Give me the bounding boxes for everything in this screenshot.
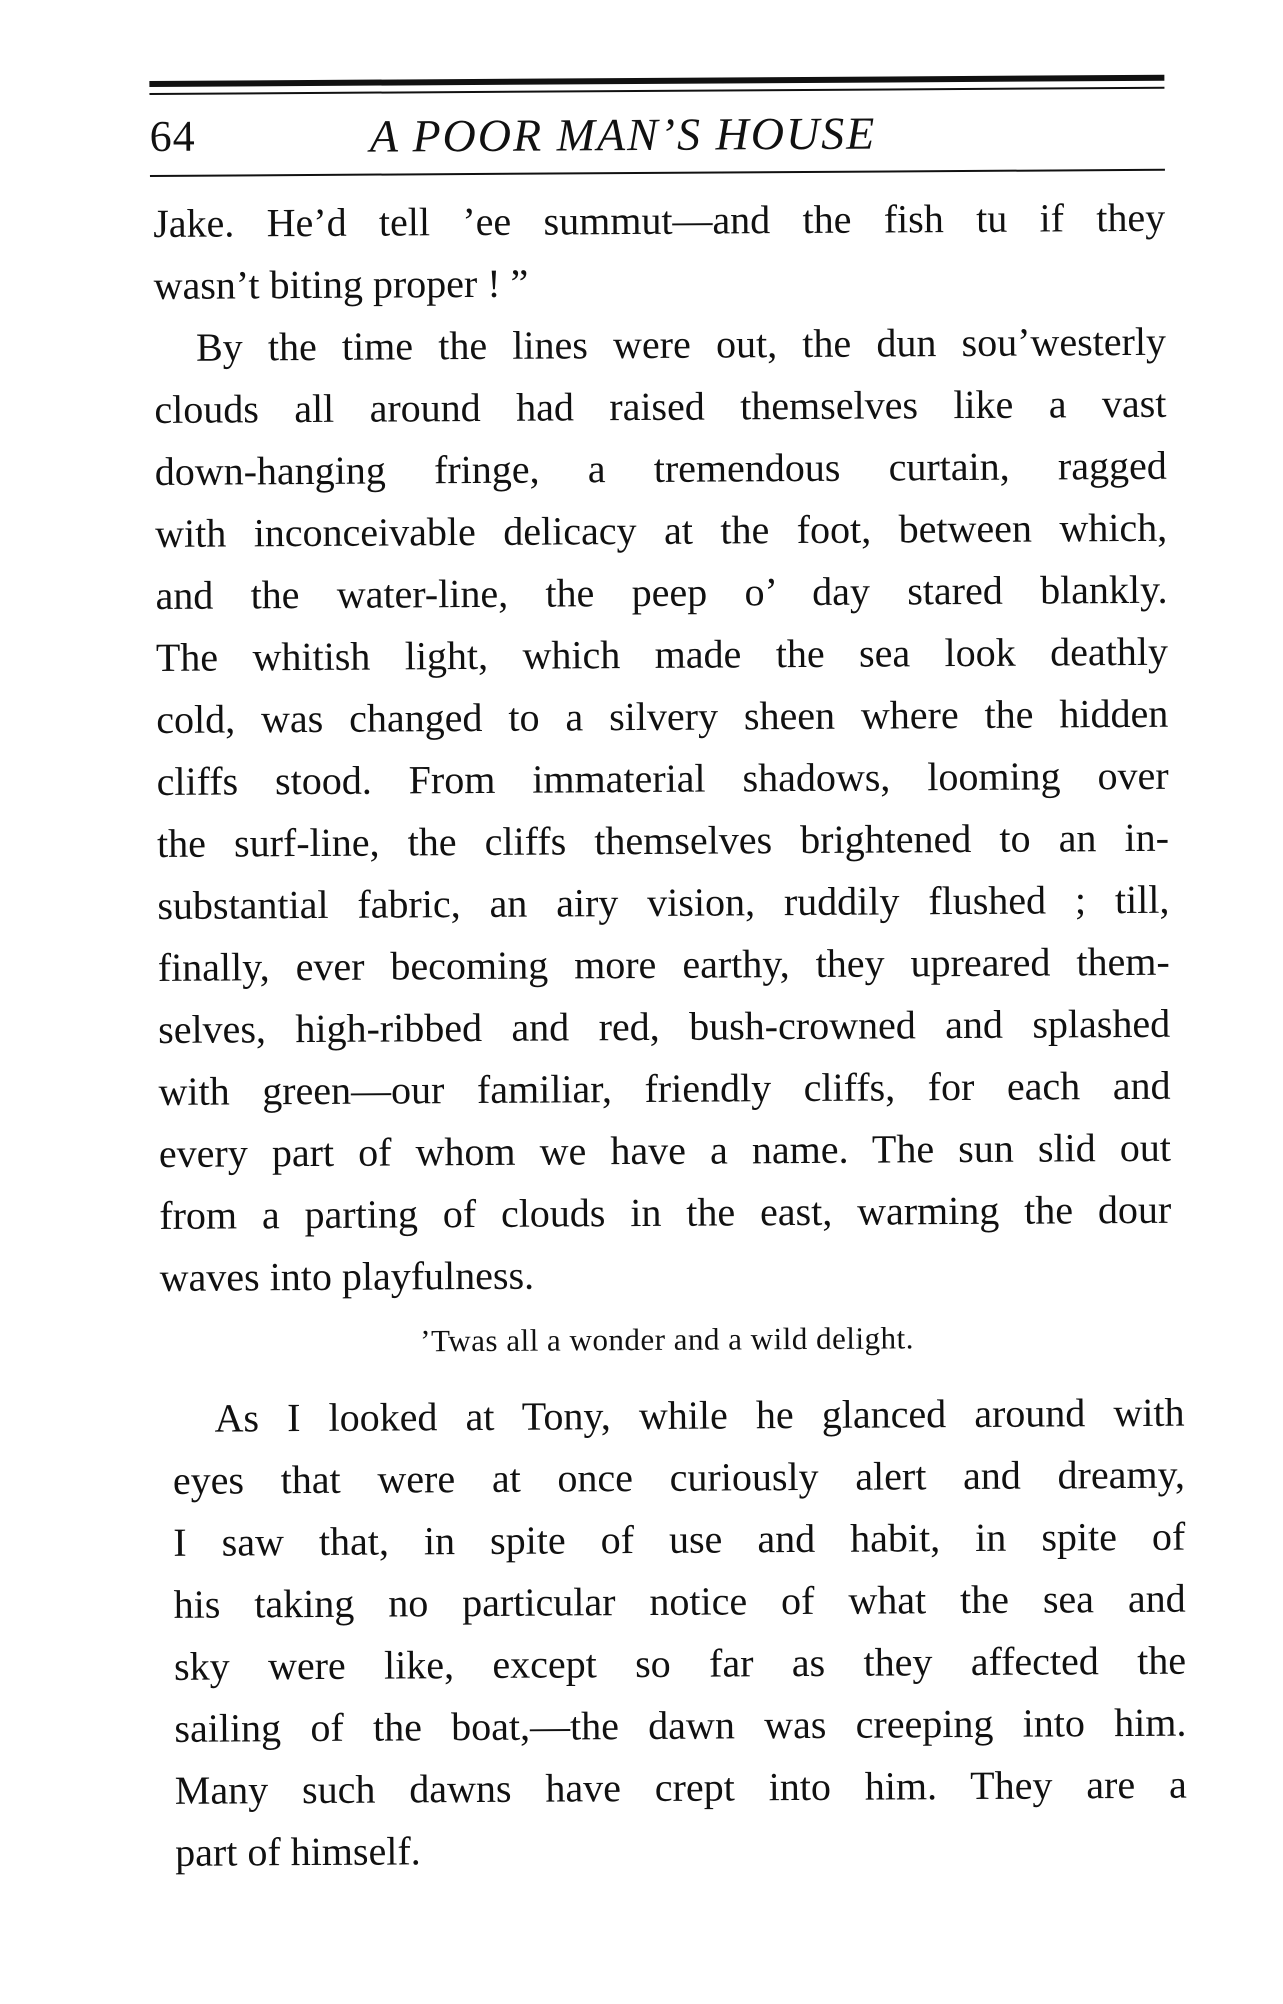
text-line: eyes that were at once curiously alert and dreamy, — [172, 1451, 1186, 1503]
text-line: wasn’t biting proper ! ” — [153, 260, 529, 308]
text-line: By the time the lines were out, the dun sou’westerly — [195, 318, 1167, 370]
text-line: cold, was changed to a silvery sheen where the hidden — [156, 690, 1169, 742]
text-line: As I looked at Tony, while he glanced around with — [214, 1389, 1185, 1441]
text-line: with green—our familiar, friendly cliffs, for each and — [158, 1062, 1171, 1114]
text-line: part of himself. — [175, 1828, 421, 1875]
text-line: selves, high-ribbed and red, bush-crowned and splashed — [158, 1000, 1171, 1052]
text-line: every part of whom we have a name. The sun slid out — [158, 1124, 1172, 1176]
text-line: waves into playfulness. — [159, 1252, 535, 1300]
text-line: clouds all around had raised themselves like a vast — [154, 380, 1167, 432]
text-line: The whitish light, which made the sea look deathly — [155, 628, 1169, 680]
text-line: substantial fabric, an airy vision, ruddily flushed ; till, — [157, 876, 1170, 928]
text-line: Many such dawns have crept into him. They are a — [174, 1761, 1187, 1813]
text-line: with inconceivable delicacy at the foot, between which, — [155, 504, 1168, 556]
text-line: the surf-line, the cliffs themselves brightened to an in- — [156, 814, 1170, 866]
text-line: his taking no particular notice of what the sea and — [173, 1575, 1186, 1627]
page-number: 64 — [149, 111, 196, 161]
main-text-continued — [172, 1382, 1187, 1884]
running-title: A POOR MAN’S HOUSE — [369, 107, 877, 162]
text-line: finally, ever becoming more earthy, they upreared them- — [157, 938, 1170, 990]
text-line: from a parting of clouds in the east, warming the dour — [159, 1186, 1172, 1238]
text-line: sailing of the boat,—the dawn was creeping into him. — [174, 1699, 1187, 1751]
text-line: down-hanging fringe, a tremendous curtain, ragged — [154, 442, 1167, 494]
page-header — [150, 97, 1165, 173]
header-rule-thick — [149, 75, 1164, 87]
main-text — [153, 187, 1172, 1309]
epigraph-quote: ’Twas all a wonder and a wild delight. — [420, 1320, 915, 1359]
text-line: Jake. He’d tell ’ee summut—and the fish tu if they — [153, 194, 1166, 246]
text-line: cliffs stood. From immaterial shadows, looming over — [156, 752, 1169, 804]
text-line: sky were like, except so far as they affected the — [173, 1637, 1187, 1689]
header-rule-thin — [149, 87, 1164, 95]
text-line: I saw that, in spite of use and habit, in spite of — [173, 1513, 1186, 1565]
text-line: and the water-line, the peep o’ day stared blankly. — [155, 566, 1168, 618]
